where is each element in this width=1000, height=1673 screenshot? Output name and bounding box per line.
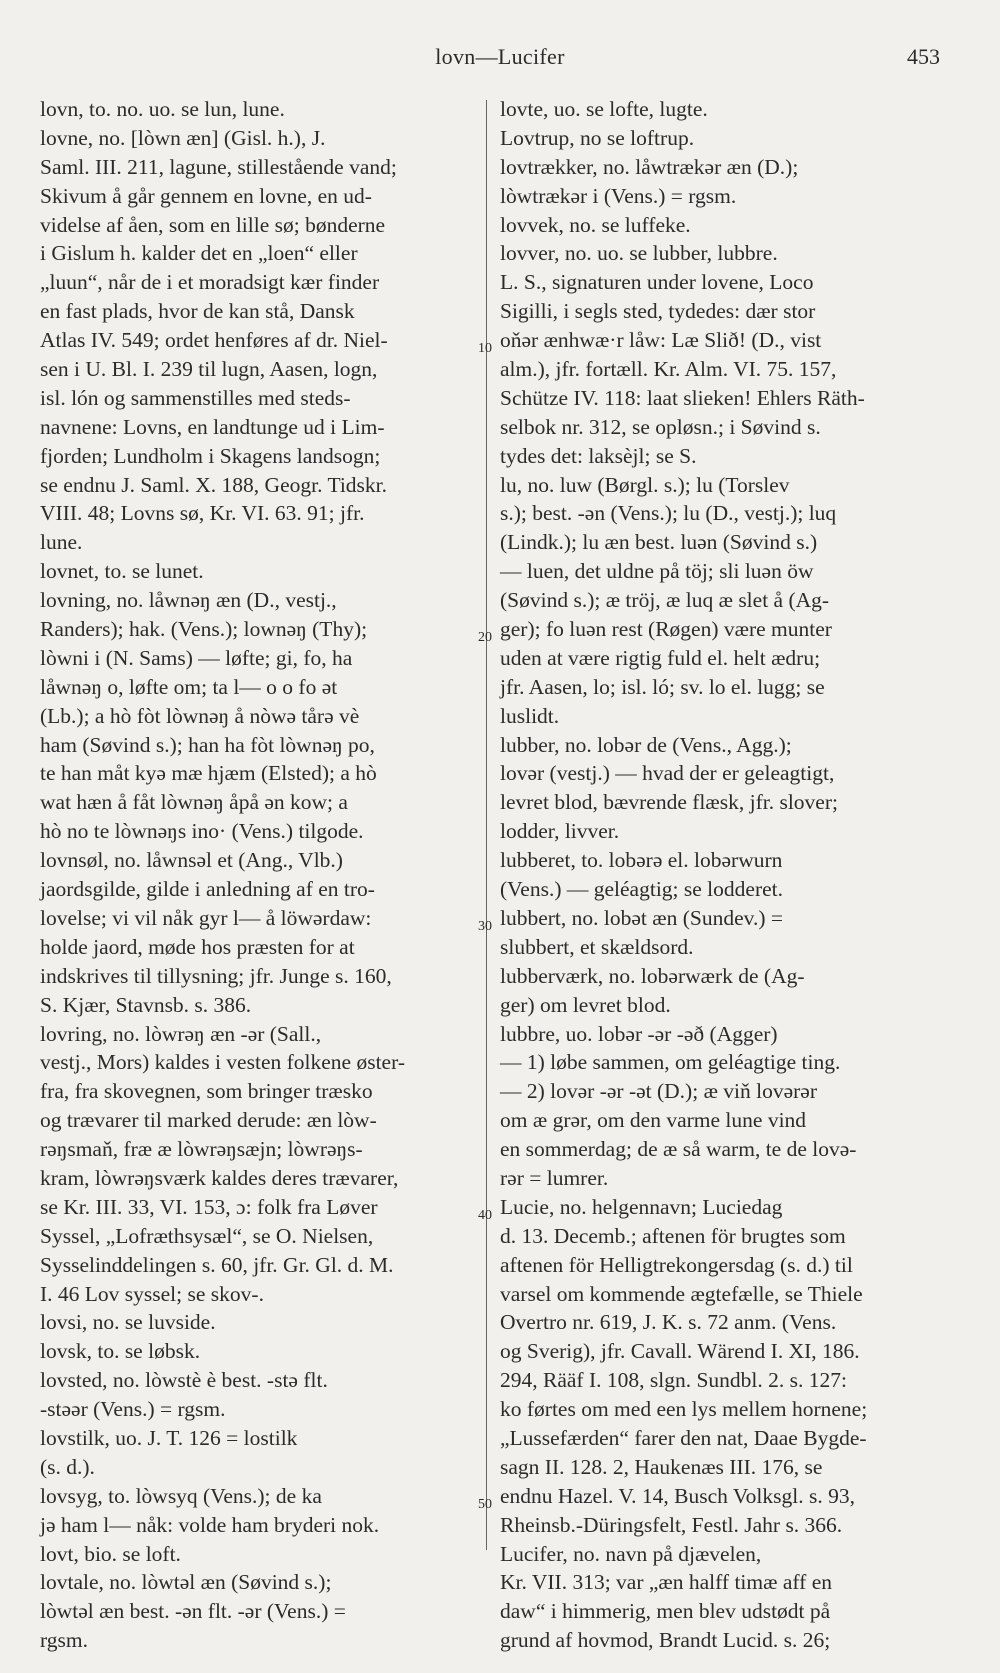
- left-column-line: lovnsøl, no. låwnsəl et (Ang., Vlb.): [40, 848, 343, 873]
- left-column-line: wat hæn å fåt lòwnəŋ åpå ən kow; a: [40, 790, 348, 815]
- right-column-line: Schütze IV. 118: laat slieken! Ehlers Räth-: [500, 385, 865, 410]
- left-column-line: te han måt kyə mæ hjæm (Elsted); a hò: [40, 761, 377, 786]
- left-column-line: Syssel, „Lofræthsysæl“, se O. Nielsen,: [40, 1223, 374, 1248]
- right-column-line: „Lussefærden“ farer den nat, Daae Bygde-: [500, 1425, 867, 1450]
- right-column-line: Lucie, no. helgennavn; Luciedag: [500, 1194, 783, 1219]
- right-column-line: lubberet, to. lobərə el. lobərwurn: [500, 848, 783, 873]
- line-number-40: 40: [478, 1208, 492, 1223]
- left-column-line: i Gislum h. kalder det en „loen“ eller: [40, 241, 358, 266]
- left-column-line: navnene: Lovns, en landtunge ud i Lim-: [40, 414, 385, 439]
- right-column-line: — 2) lovər -ər -ət (D.); æ viň lovərər: [500, 1079, 818, 1104]
- right-column-line: om æ grər, om den varme lune vind: [500, 1108, 807, 1133]
- running-header: lovn—Lucifer: [435, 44, 565, 69]
- right-column-line: lovtrækker, no. låwtrækər æn (D.);: [500, 154, 799, 179]
- right-column-line: sagn II. 128. 2, Haukenæs III. 176, se: [500, 1454, 823, 1479]
- right-column-line: lubbre, uo. lobər -ər -əð (Agger): [500, 1021, 778, 1046]
- left-column: [40, 95, 480, 1655]
- right-column-line: alm.), jfr. fortæll. Kr. Alm. VI. 75. 157,: [500, 357, 837, 382]
- right-column-line: tydes det: laksèjl; se S.: [500, 443, 697, 468]
- left-column-line: lovsted, no. lòwstè è best. -stə flt.: [40, 1368, 328, 1393]
- right-column-line: lubbert, no. lobət æn (Sundev.) =: [500, 905, 784, 930]
- line-number-10: 10: [478, 341, 492, 356]
- right-column-line: varsel om kommende ægtefælle, se Thiele: [500, 1281, 863, 1306]
- right-column-line: grund af hovmod, Brandt Lucid. s. 26;: [500, 1628, 831, 1653]
- right-column-line: Lucifer, no. navn på djævelen,: [500, 1541, 762, 1566]
- right-column-line: aftenen för Helligtrekongersdag (s. d.) til: [500, 1252, 853, 1277]
- right-column-line: lodder, livver.: [500, 819, 620, 844]
- right-column-line: — luen, det uldne på töj; sli luən öw: [500, 559, 814, 584]
- left-column-line: lovsk, to. se løbsk.: [40, 1339, 201, 1364]
- left-column-line: lune.: [40, 530, 83, 555]
- right-column-line: Kr. VII. 313; var „æn halff timæ aff en: [500, 1570, 832, 1595]
- right-column-line: en sommerdag; de æ så warm, te de lovə-: [500, 1137, 857, 1162]
- left-column-line: (s. d.).: [40, 1454, 95, 1479]
- left-column-line: lovstilk, uo. J. T. 126 = lostilk: [40, 1425, 298, 1450]
- right-column-line: lovvek, no. se luffeke.: [500, 212, 691, 237]
- right-column-line: Overtro nr. 619, J. K. s. 72 anm. (Vens.: [500, 1310, 837, 1335]
- right-column-line: Rheinsb.-Düringsfelt, Festl. Jahr s. 366.: [500, 1512, 843, 1537]
- left-column-line: vestj., Mors) kaldes i vesten folkene øster-: [40, 1050, 405, 1075]
- right-column-line: lòwtrækər i (Vens.) = rgsm.: [500, 183, 737, 208]
- right-column-line: oňər ænhwæ·r låw: Læ Slið! (D., vist: [500, 328, 822, 353]
- left-column-line: rgsm.: [40, 1628, 88, 1653]
- right-column-line: — 1) løbe sammen, om geléagtige ting.: [500, 1050, 841, 1075]
- left-column-line: lovne, no. [lòwn æn] (Gisl. h.), J.: [40, 125, 326, 150]
- left-column-line: ham (Søvind s.); han ha fòt lòwnəŋ po,: [40, 732, 375, 757]
- right-column-line: uden at være rigtig fuld el. helt ædru;: [500, 645, 821, 670]
- left-column-line: isl. lón og sammenstilles med steds-: [40, 385, 351, 410]
- left-column-line: Skivum å går gennem en lovne, en ud-: [40, 183, 372, 208]
- right-column-line: (Vens.) — geléagtig; se lodderet.: [500, 877, 783, 902]
- right-column-line: 294, Rääf I. 108, slgn. Sundbl. 2. s. 127:: [500, 1368, 847, 1393]
- left-column-line: hò no te lòwnəŋs ino· (Vens.) tilgode.: [40, 819, 364, 844]
- left-column-line: se Kr. III. 33, VI. 153, ɔ: folk fra Løver: [40, 1194, 378, 1219]
- left-column-line: Atlas IV. 549; ordet henføres af dr. Niel-: [40, 328, 388, 353]
- left-column-line: låwnəŋ o, løfte om; ta l— o o fo ət: [40, 674, 338, 699]
- left-column-line: S. Kjær, Stavnsb. s. 386.: [40, 992, 252, 1017]
- column-divider: [486, 100, 487, 1550]
- right-column-line: Sigilli, i segls sted, tydedes: dær stor: [500, 299, 816, 324]
- left-column-line: Sysselinddelingen s. 60, jfr. Gr. Gl. d. M.: [40, 1252, 394, 1277]
- right-column-line: og Sverig), jfr. Cavall. Wärend I. XI, 186.: [500, 1339, 860, 1364]
- right-column-line: lubber, no. lobər de (Vens., Agg.);: [500, 732, 792, 757]
- right-column-line: lu, no. luw (Børgl. s.); lu (Torslev: [500, 472, 790, 497]
- line-number-30: 30: [478, 919, 492, 934]
- left-column-line: holde jaord, møde hos præsten for at: [40, 934, 355, 959]
- left-column-line: lovtale, no. lòwtəl æn (Søvind s.);: [40, 1570, 332, 1595]
- right-column-line: lubberværk, no. lobərwærk de (Ag-: [500, 963, 805, 988]
- right-column-line: lovte, uo. se lofte, lugte.: [500, 97, 708, 121]
- left-column-line: lovning, no. låwnəŋ æn (D., vestj.,: [40, 588, 337, 613]
- left-column-line: rəŋsmaň, fræ æ lòwrəŋsæjn; lòwrəŋs-: [40, 1137, 363, 1162]
- left-column-line: I. 46 Lov syssel; se skov-.: [40, 1281, 264, 1306]
- left-column-line: (Lb.); a hò fòt lòwnəŋ å nòwə tårə vè: [40, 703, 360, 728]
- right-column-line: (Lindk.); lu æn best. luən (Søvind s.): [500, 530, 818, 555]
- right-column-line: luslidt.: [500, 703, 560, 728]
- left-column-line: -stəər (Vens.) = rgsm.: [40, 1397, 226, 1422]
- right-column-line: (Søvind s.); æ tröj, æ luq æ slet å (Ag-: [500, 588, 830, 613]
- right-column-line: ko førtes om med een lys mellem hornene;: [500, 1397, 868, 1422]
- left-column-line: Saml. III. 211, lagune, stillestående vand;: [40, 154, 397, 179]
- left-column-line: fra, fra skovegnen, som bringer træsko: [40, 1079, 373, 1104]
- left-column-line: se endnu J. Saml. X. 188, Geogr. Tidskr.: [40, 472, 388, 497]
- left-column-line: lovsyg, to. lòwsyq (Vens.); de ka: [40, 1483, 322, 1508]
- right-column-line: selbok nr. 312, se opløsn.; i Søvind s.: [500, 414, 821, 439]
- left-column-line: en fast plads, hvor de kan stå, Dansk: [40, 299, 355, 324]
- right-column-line: daw“ i himmerig, men blev udstødt på: [500, 1599, 831, 1624]
- page-number: 453: [907, 44, 940, 69]
- left-column-line: indskrives til tillysning; jfr. Junge s. 160,: [40, 963, 392, 988]
- right-column-line: L. S., signaturen under lovene, Loco: [500, 270, 814, 295]
- right-column-line: s.); best. -ən (Vens.); lu (D., vestj.); luq: [500, 501, 837, 526]
- left-column-line: jaordsgilde, gilde i anledning af en tro-: [40, 877, 375, 902]
- right-column-line: levret blod, bævrende flæsk, jfr. slover;: [500, 790, 838, 815]
- right-column-line: jfr. Aasen, lo; isl. ló; sv. lo el. lugg; se: [500, 674, 825, 699]
- right-column-line: lovver, no. uo. se lubber, lubbre.: [500, 241, 778, 266]
- right-column-line: ger); fo luən rest (Røgen) være munter: [500, 617, 832, 642]
- right-column-line: lovər (vestj.) — hvad der er geleagtigt,: [500, 761, 835, 786]
- line-number-50: 50: [478, 1497, 492, 1512]
- left-column-line: lovt, bio. se loft.: [40, 1541, 181, 1566]
- left-column-line: og trævarer til marked derude: æn lòw-: [40, 1108, 377, 1133]
- left-column-line: lovnet, to. se lunet.: [40, 559, 204, 584]
- left-column-line: VIII. 48; Lovns sø, Kr. VI. 63. 91; jfr.: [40, 501, 365, 526]
- left-column-line: lovelse; vi vil nåk gyr l— å löwərdaw:: [40, 905, 372, 930]
- left-column-line: lovring, no. lòwrəŋ æn -ər (Sall.,: [40, 1021, 322, 1046]
- right-column-line: ger) om levret blod.: [500, 992, 671, 1017]
- right-column-line: slubbert, et skældsord.: [500, 934, 694, 959]
- right-column-line: rər = lumrer.: [500, 1165, 609, 1190]
- left-column-line: fjorden; Lundholm i Skagens landsogn;: [40, 443, 381, 468]
- line-number-20: 20: [478, 630, 492, 645]
- right-column-line: endnu Hazel. V. 14, Busch Volksgl. s. 93,: [500, 1483, 855, 1508]
- left-column-line: videlse af åen, som en lille sø; bønderne: [40, 212, 386, 237]
- right-column: [500, 95, 940, 1655]
- left-column-line: sen i U. Bl. I. 239 til lugn, Aasen, logn,: [40, 357, 378, 382]
- left-column-line: lovn, to. no. uo. se lun, lune.: [40, 97, 285, 121]
- left-column-line: lovsi, no. se luvside.: [40, 1310, 216, 1335]
- left-column-line: lòwni i (N. Sams) — løfte; gi, fo, ha: [40, 645, 353, 670]
- left-column-line: lòwtəl æn best. -ən flt. -ər (Vens.) =: [40, 1599, 346, 1624]
- left-column-line: jə ham l— nåk: volde ham bryderi nok.: [40, 1512, 380, 1537]
- right-column-line: d. 13. Decemb.; aftenen för brugtes som: [500, 1223, 846, 1248]
- left-column-line: Randers); hak. (Vens.); lownəŋ (Thy);: [40, 617, 368, 642]
- left-column-line: kram, lòwrəŋsværk kaldes deres trævarer,: [40, 1165, 399, 1190]
- left-column-line: „luun“, når de i et moradsigt kær finder: [40, 270, 380, 295]
- right-column-line: Lovtrup, no se loftrup.: [500, 125, 695, 150]
